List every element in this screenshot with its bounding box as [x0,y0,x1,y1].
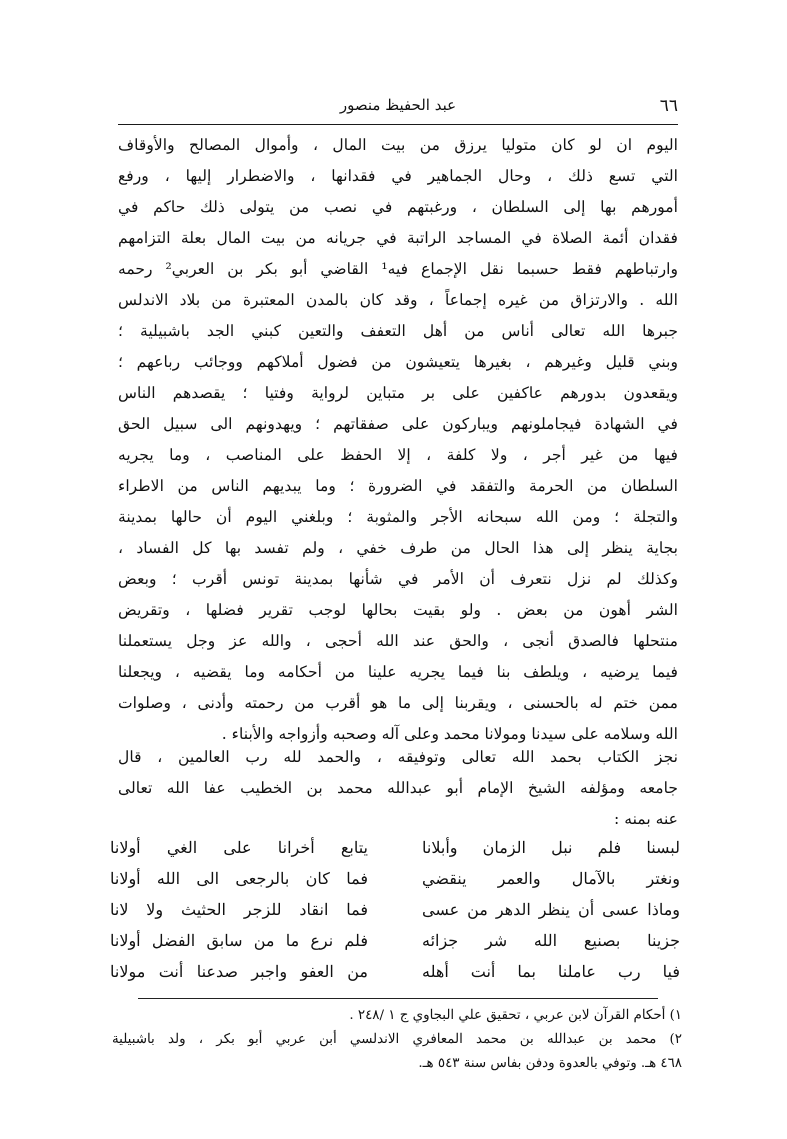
poem-verse [110,894,680,925]
verse-first-hemistich: جزينا بصنيع الله شر جزائه [422,931,680,950]
colophon-line: نجز الكتاب بحمد الله تعالى وتوفيقه ، والحمد لله رب العالمين ، قال [118,748,678,766]
page-header [118,92,678,122]
poem-verse [110,863,680,894]
text-line: التي تسع ذلك ، وحال الجماهير في فقدانها ، والاضطرار إليها ، ورفع [118,167,678,185]
running-title: عبد الحفيظ منصور [339,96,457,114]
text-line: ممن ختم له بالحسنى ، ويقربنا إلى ما هو أقرب من رحمته وأدنى ، وصلوات [118,694,678,712]
verse-first-hemistich: لبسنا فلم نبل الزمان وأبلانا [422,838,680,857]
verse-second-hemistich: فما انقاد للزجر الحثيث ولا لانا [110,900,368,919]
text-line: اليوم ان لو كان متوليا يرزق من بيت المال ، وأموال المصالح والأوقاف [118,136,678,154]
header-divider [118,124,678,125]
footnotes [112,1004,682,1076]
colophon [118,742,678,835]
verse-first-hemistich: ونغتر بالآمال والعمر ينقضي [422,869,680,888]
text-line: أمورهم بها إلى السلطان ، ورغبتهم في نصب من يتولى ذلك حاكم في [118,198,678,216]
text-line: السلطان من الحرمة والتفقد في الضرورة ؛ وما يبديهم الناس من الاطراء [118,477,678,495]
footnote-divider [138,998,658,999]
colophon-line: جامعه ومؤلفه الشيخ الإمام أبو عبدالله محمد بن الخطيب عفا الله تعالى [118,779,678,797]
colophon-line: عنه بمنه : [614,810,678,828]
poem-verse [110,956,680,987]
text-line: الله وسلامه على سيدنا ومولانا محمد وعلى آله وصحبه وأزواجه والأبناء . [221,725,678,743]
footnote-2: ٢) محمد بن عبدالله بن محمد المعافري الاندلسي أبن عربي أبو بكر ، ولد باشبيلية [112,1032,682,1047]
poem-verse [110,925,680,956]
text-line: في الشهادة فيجاملونهم ويباركون على صفقاتهم ؛ ويهدونهم الى سبيل الحق [118,415,678,433]
verse-first-hemistich: وماذا عسى أن ينظر الدهر من عسى [422,900,680,919]
poem [110,832,680,987]
verse-first-hemistich: فيا رب عاملنا بما أنت أهله [422,962,680,981]
text-line: الشر أهون من بعض . ولو بقيت بحالها لوجب تقرير فضلها ، وتقريض [118,601,678,619]
text-line: جبرها الله تعالى أناس من أهل التعفف والتعين كبني الجد باشبيلية ؛ [118,322,678,340]
footnote-1: ١) أحكام القرآن لابن عربي ، تحقيق علي البجاوي ج ١ /٢٤٨ . [349,1008,682,1023]
footnote-2-continued: ٤٦٨ هـ. وتوفي بالعدوة ودفن بفاس سنة ٥٤٣ هـ. [418,1056,682,1071]
text-line: وبني قليل وغيرهم ، بغيرها يتعيشون من فضول أملاكهم ووجائب رباعهم ؛ [118,353,678,371]
text-line: الله . والارتزاق من غيره إجماعاً ، وقد كان بالمدن المعتبرة من بلاد الاندلس [118,291,678,309]
text-line: ويقعدون بدورهم عاكفين على بر متباين لرواية وفتيا ؛ يقصدهم الناس [118,384,678,402]
text-line: فقدان أئمة الصلاة في المساجد الراتبة في جريانه من بيت المال بعلة التزامهم [118,229,678,247]
text-line: وارتباطهم فقط حسبما نقل الإجماع فيه¹ القاضي أبو بكر بن العربي² رحمه [118,260,678,278]
page-number: ٦٦ [659,96,678,116]
text-line: والتجلة ؛ ومن الله سبحانه الأجر والمثوبة ؛ وبلغني اليوم أن حالها بمدينة [118,508,678,526]
verse-second-hemistich: من العفو واجبر صدعنا أنت مولانا [110,962,368,981]
text-line: وكذلك لم نزل نتعرف أن الأمر في شأنها بمدينة تونس أقرب ؛ وبعض [118,570,678,588]
text-line: فيها من غير أجر ، ولا كلفة ، إلا الحفظ على المناصب ، وما يجريه [118,446,678,464]
text-line: فيما يرضيه ، ويلطف بنا فيما يجريه علينا من أحكامه وما يقضيه ، ويجعلنا [118,663,678,681]
verse-second-hemistich: فلم نرع ما من سابق الفضل أولانا [110,931,368,950]
verse-second-hemistich: فما كان بالرجعى الى الله أولانا [110,869,368,888]
verse-second-hemistich: يتابع أخرانا على الغي أولانا [110,838,368,857]
text-line: منتحلها فالصدق أنجى ، والحق عند الله أحجى ، والله عز وجل يستعملنا [118,632,678,650]
poem-verse [110,832,680,863]
main-text [118,130,678,750]
text-line: بجاية ينظر إلى هذا الحال من طرف خفي ، ولم تفسد بها كل الفساد ، [118,539,678,557]
